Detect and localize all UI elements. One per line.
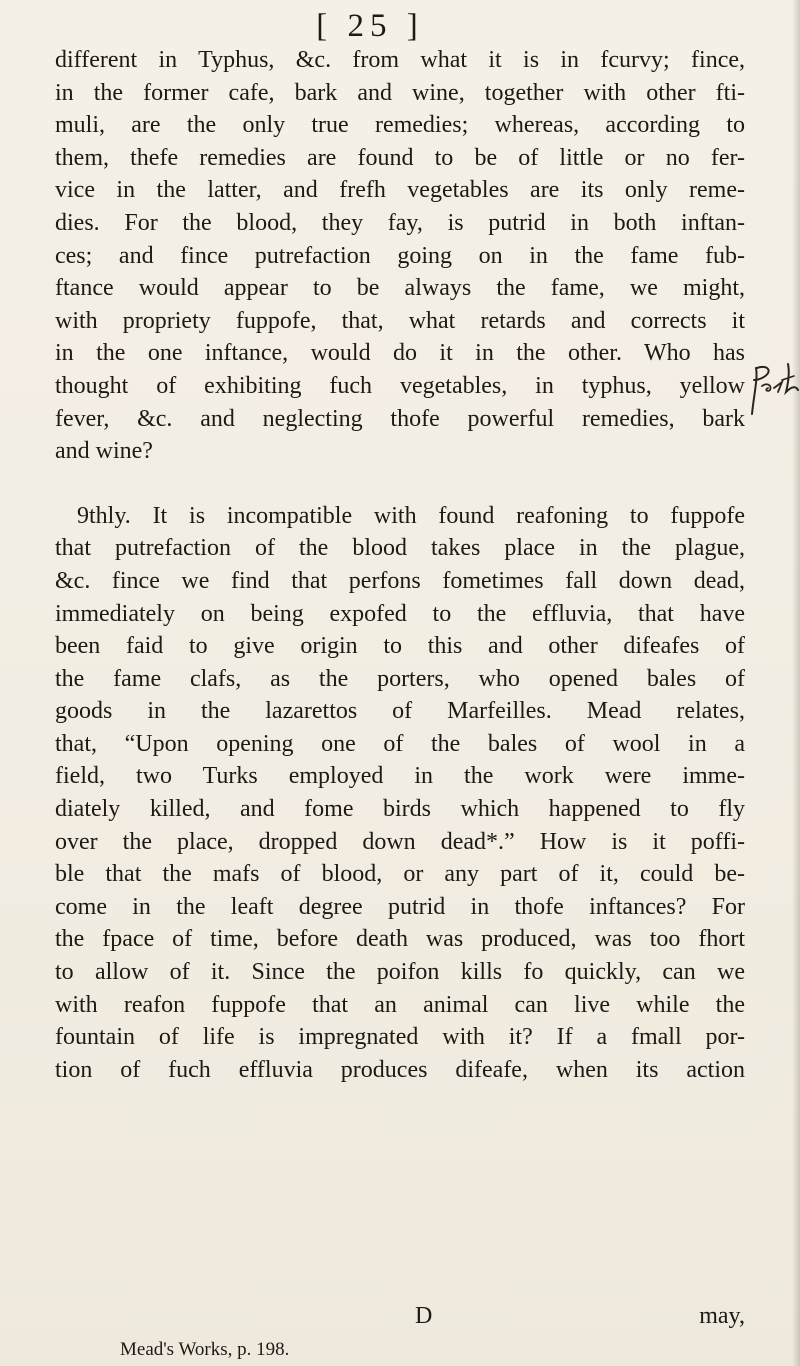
text-line: come in the leaft degree putrid in thofe inftances? For bbox=[55, 893, 745, 920]
footnote: Mead's Works, p. 198. bbox=[120, 1339, 290, 1360]
signature-line bbox=[55, 1300, 745, 1332]
text-line: that putrefaction of the blood takes place in the plague, bbox=[55, 535, 745, 562]
paragraph-1 bbox=[55, 44, 745, 468]
body-text bbox=[55, 44, 745, 1086]
text-line: the fpace of time, before death was produced, was too fhort bbox=[55, 926, 745, 953]
text-line: in the one inftance, would do it in the other. Who has bbox=[55, 340, 745, 367]
text-line: &c. fince we find that perfons fometimes fall down dead, bbox=[55, 567, 745, 594]
text-line: vice in the latter, and frefh vegetables are its only reme- bbox=[55, 177, 745, 204]
text-line: them, thefe remedies are found to be of little or no fer- bbox=[55, 144, 745, 171]
text-line: to allow of it. Since the poifon kills fo quickly, can we bbox=[55, 959, 745, 986]
text-line: with reafon fuppofe that an animal can live while the bbox=[55, 991, 745, 1018]
text-line: over the place, dropped down dead*.” How is it poffi- bbox=[55, 828, 745, 855]
handwritten-margin-note-icon bbox=[748, 356, 800, 420]
text-line: tion of fuch effluvia produces difeafe, when its action bbox=[55, 1056, 745, 1083]
text-line: field, two Turks employed in the work were imme- bbox=[55, 763, 745, 790]
signature-mark: D bbox=[415, 1303, 433, 1329]
catchword: may, bbox=[699, 1303, 745, 1329]
text-line: 9thly. It is incompatible with found reafoning to fuppofe bbox=[77, 502, 745, 529]
text-line: been faid to give origin to this and other difeafes of bbox=[55, 633, 745, 660]
paragraph-gap bbox=[55, 468, 745, 500]
text-line: dies. For the blood, they fay, is putrid in both inftan- bbox=[55, 209, 745, 236]
paragraph-2 bbox=[55, 500, 745, 1087]
text-line: diately killed, and fome birds which happened to fly bbox=[55, 796, 745, 823]
text-line: fever, &c. and neglecting thofe powerful remedies, bark bbox=[55, 405, 745, 432]
text-line: ble that the mafs of blood, or any part of it, could be- bbox=[55, 861, 745, 888]
text-line: ces; and fince putrefaction going on in the fame fub- bbox=[55, 242, 745, 269]
text-line: the fame clafs, as the porters, who opened bales of bbox=[55, 665, 745, 692]
text-line: goods in the lazarettos of Marfeilles. Mead relates, bbox=[55, 698, 745, 725]
text-line: immediately on being expofed to the effluvia, that have bbox=[55, 600, 745, 627]
text-line: in the former cafe, bark and wine, together with other fti- bbox=[55, 79, 745, 106]
text-line: and wine? bbox=[55, 438, 153, 465]
text-line: different in Typhus, &c. from what it is in fcurvy; fince, bbox=[55, 47, 745, 73]
text-line: thought of exhibiting fuch vegetables, in typhus, yellow bbox=[55, 372, 745, 399]
page-number: [ 25 ] bbox=[316, 8, 424, 44]
text-line: that, “Upon opening one of the bales of wool in a bbox=[55, 730, 745, 757]
text-line: ftance would appear to be always the fame, we might, bbox=[55, 275, 745, 302]
text-line: with propriety fuppofe, that, what retards and corrects it bbox=[55, 307, 745, 334]
text-line: muli, are the only true remedies; whereas, according to bbox=[55, 112, 745, 139]
text-line: fountain of life is impregnated with it? If a fmall por- bbox=[55, 1024, 745, 1051]
page-edge-shadow bbox=[792, 0, 800, 1366]
